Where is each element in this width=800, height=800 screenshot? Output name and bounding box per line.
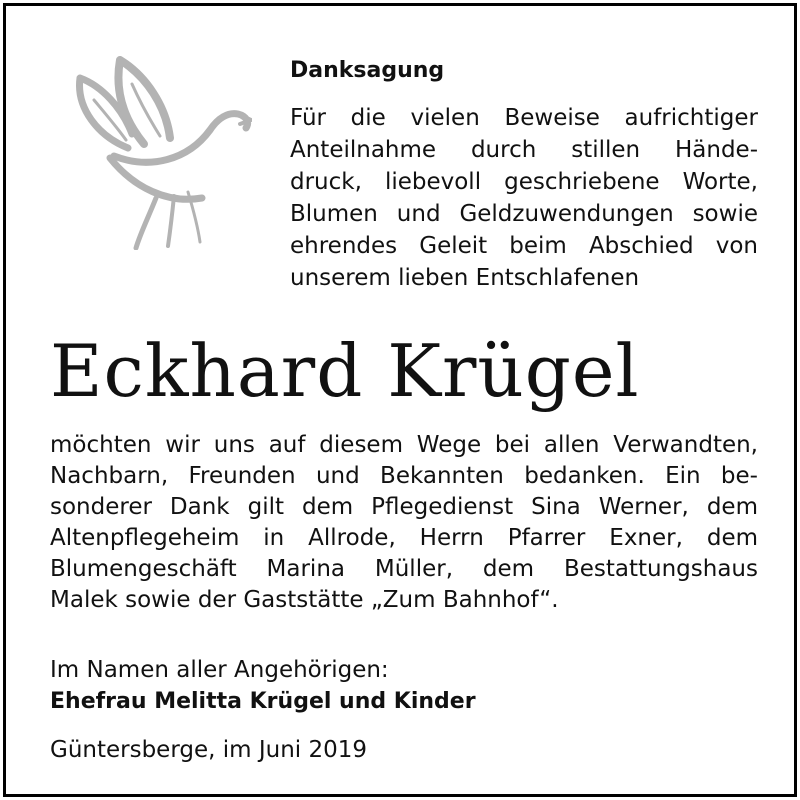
intro-text xyxy=(290,102,758,294)
intro-line: druck, liebevoll geschriebene Worte, xyxy=(290,169,758,195)
notice-heading: Danksagung xyxy=(290,58,445,83)
thanks-line: Nachbarn, Freunden und Bekannten bedanken. Ein be- xyxy=(50,463,758,489)
thanks-line: sonderer Dank gilt dem Pflegedienst Sina Werner, dem xyxy=(50,494,758,520)
thanks-text xyxy=(50,430,758,616)
dove-icon xyxy=(70,48,252,250)
thanks-line: Blumengeschäft Marina Müller, dem Bestattungshaus xyxy=(50,556,758,582)
obituary-card xyxy=(3,3,797,797)
intro-line: Für die vielen Beweise aufrichtiger xyxy=(290,105,758,131)
intro-line: Blumen und Geldzuwendungen sowie xyxy=(290,201,758,227)
on-behalf-line: Im Namen aller Angehörigen: xyxy=(50,657,389,683)
deceased-name: Eckhard Krügel xyxy=(50,329,640,413)
place-date: Güntersberge, im Juni 2019 xyxy=(50,737,368,763)
intro-line: Anteilnahme durch stillen Hände- xyxy=(290,137,758,163)
thanks-line: möchten wir uns auf diesem Wege bei allen Verwandten, xyxy=(50,432,758,458)
signers: Ehefrau Melitta Krügel und Kinder xyxy=(50,689,476,714)
thanks-line: Malek sowie der Gaststätte „Zum Bahnhof“. xyxy=(50,587,559,613)
intro-line: ehrendes Geleit beim Abschied von xyxy=(290,233,758,259)
intro-line: unserem lieben Entschlafenen xyxy=(290,265,640,291)
thanks-line: Altenpflegeheim in Allrode, Herrn Pfarrer Exner, dem xyxy=(50,525,758,551)
